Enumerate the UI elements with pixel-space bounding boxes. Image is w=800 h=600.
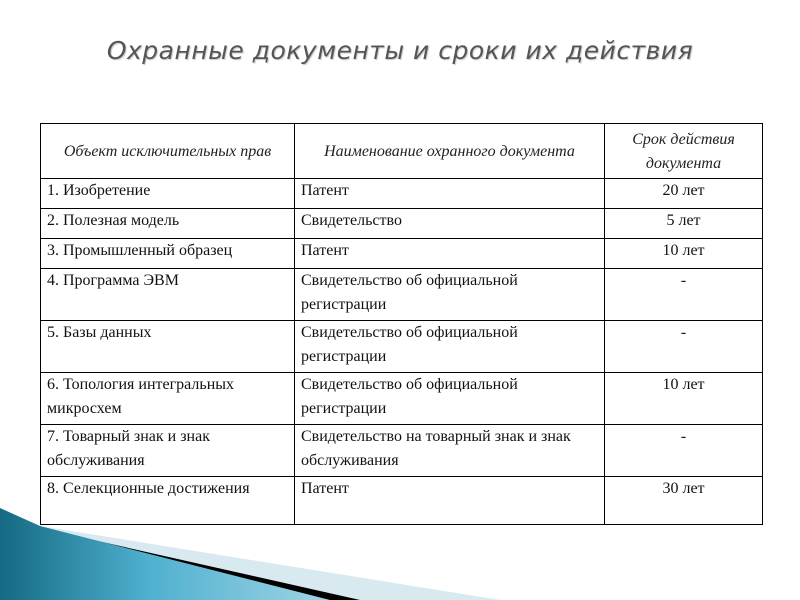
cell-document: Патент bbox=[295, 179, 605, 209]
table-row bbox=[41, 425, 763, 477]
table-row bbox=[41, 239, 763, 269]
cell-term: - bbox=[605, 425, 763, 477]
table-row bbox=[41, 373, 763, 425]
cell-document: Свидетельство bbox=[295, 209, 605, 239]
cell-term: 10 лет bbox=[605, 373, 763, 425]
cell-term: 5 лет bbox=[605, 209, 763, 239]
slide-title: Охранные документы и сроки их действия bbox=[106, 36, 694, 65]
table-header-row bbox=[41, 124, 763, 179]
cell-document: Свидетельство об официальной регистрации bbox=[295, 269, 605, 321]
cell-object: 1. Изобретение bbox=[41, 179, 295, 209]
cell-term: - bbox=[605, 269, 763, 321]
protection-documents-table bbox=[40, 123, 763, 525]
cell-term: 10 лет bbox=[605, 239, 763, 269]
table-row bbox=[41, 179, 763, 209]
cell-document: Свидетельство на товарный знак и знак обслуживания bbox=[295, 425, 605, 477]
cell-document: Свидетельство об официальной регистрации bbox=[295, 321, 605, 373]
cell-document: Патент bbox=[295, 239, 605, 269]
cell-object: 8. Селекционные достижения bbox=[41, 477, 295, 525]
cell-term: 20 лет bbox=[605, 179, 763, 209]
cell-term: - bbox=[605, 321, 763, 373]
table-row bbox=[41, 321, 763, 373]
cell-object: 4. Программа ЭВМ bbox=[41, 269, 295, 321]
cell-document: Патент bbox=[295, 477, 605, 525]
cell-object: 3. Промышленный образец bbox=[41, 239, 295, 269]
table-row bbox=[41, 209, 763, 239]
cell-object: 2. Полезная модель bbox=[41, 209, 295, 239]
header-term: Срок действия документа bbox=[605, 124, 763, 179]
header-object: Объект исключительных прав bbox=[41, 124, 295, 179]
cell-document: Свидетельство об официальной регистрации bbox=[295, 373, 605, 425]
header-document: Наименование охранного документа bbox=[295, 124, 605, 179]
cell-object: 5. Базы данных bbox=[41, 321, 295, 373]
cell-object: 7. Товарный знак и знак обслуживания bbox=[41, 425, 295, 477]
table-row bbox=[41, 269, 763, 321]
cell-term: 30 лет bbox=[605, 477, 763, 525]
cell-object: 6. Топология интегральных микросхем bbox=[41, 373, 295, 425]
table-row bbox=[41, 477, 763, 525]
